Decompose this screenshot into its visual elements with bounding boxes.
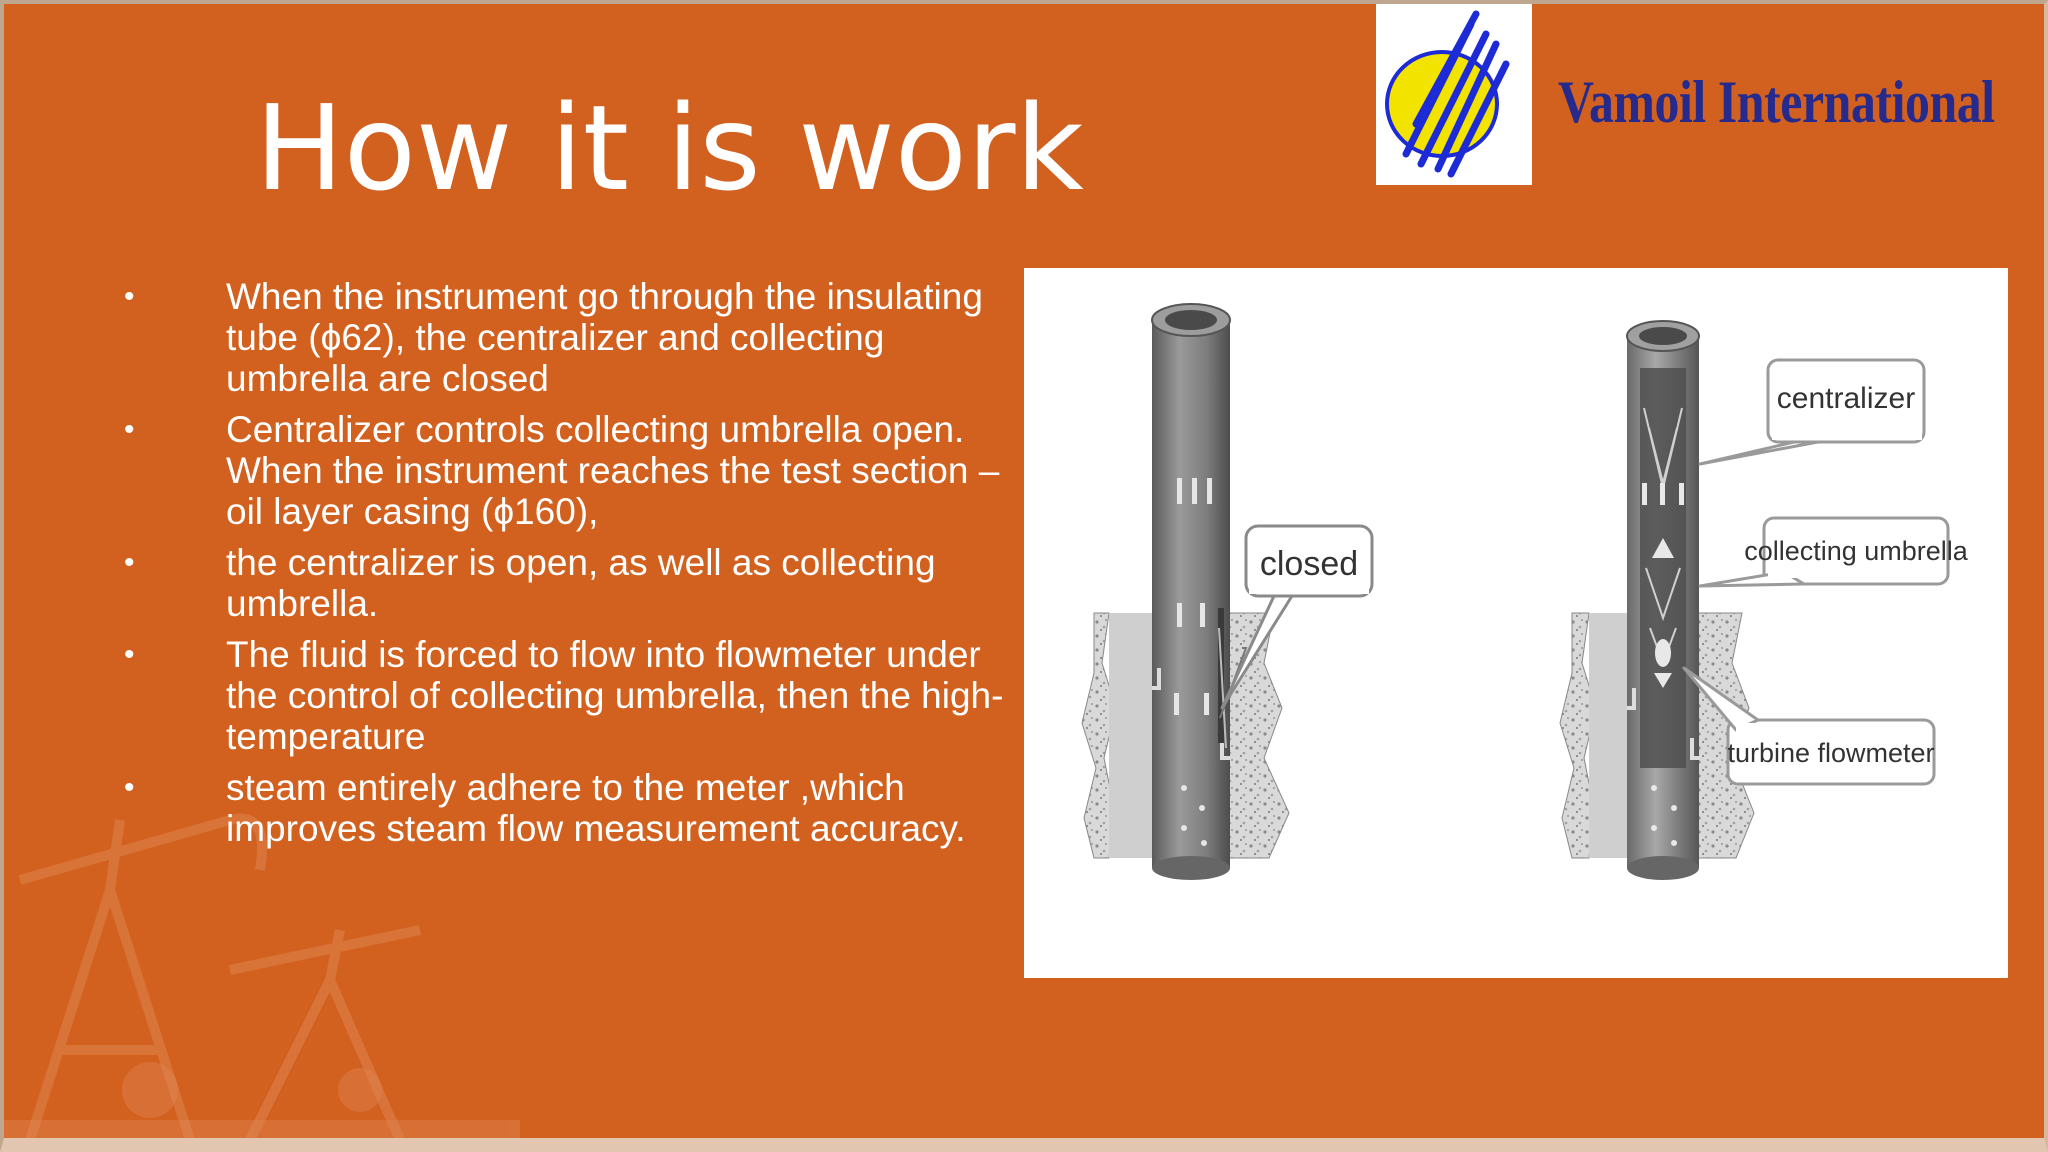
bullet-text: steam entirely adhere to the meter ,which improves steam flow measurement accuracy. [226, 767, 966, 849]
turbine-flowmeter-label: turbine flowmeter [1727, 738, 1935, 768]
collecting-umbrella-label: collecting umbrella [1744, 536, 1968, 566]
right-pipe [1627, 321, 1699, 880]
brand-name: Vamoil International [1558, 69, 1995, 135]
bullet-text: The fluid is forced to flow into flowmeter under the control of collecting umbrella, then the high-temperature [226, 634, 1004, 757]
bullet-item [120, 634, 1020, 757]
instrument-figure [1024, 268, 2008, 978]
bullet-dot: • [124, 280, 135, 313]
closed-label: closed [1259, 545, 1359, 583]
bullet-item [120, 767, 1020, 849]
bullet-dot: • [124, 771, 135, 804]
collecting-umbrella-callout [1700, 518, 1969, 586]
vamoil-logo-icon [1376, 4, 1532, 185]
left-pipe [1152, 304, 1230, 880]
bullet-text: Centralizer controls collecting umbrella open. When the instrument reaches the test section – oil layer casing (ϕ160), [226, 409, 1000, 532]
instrument-diagram [1024, 268, 2008, 978]
bullet-text: the centralizer is open, as well as collecting umbrella. [226, 542, 936, 624]
slide-title: How it is work [255, 79, 1084, 217]
centralizer-callout [1700, 360, 1924, 464]
bullet-dot: • [124, 546, 135, 579]
bullet-list [120, 276, 1020, 859]
bullet-dot: • [124, 638, 135, 671]
bullet-item [120, 542, 1020, 624]
bullet-item [120, 409, 1020, 532]
centralizer-label: centralizer [1776, 382, 1916, 415]
logo-box [1376, 4, 1532, 185]
bullet-dot: • [124, 413, 135, 446]
bullet-text: When the instrument go through the insulating tube (ϕ62), the centralizer and collecting umbrella are closed [226, 276, 983, 399]
bullet-item [120, 276, 1020, 399]
